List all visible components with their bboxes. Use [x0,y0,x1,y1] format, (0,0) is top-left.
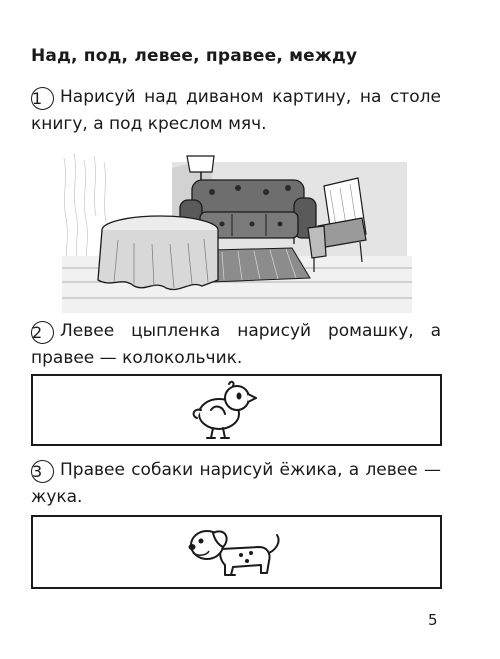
task-3-text-2: жука. [31,487,83,507]
drawing-frame-chick[interactable] [31,374,442,446]
task-1-text-2: книгу, а под креслом мяч. [31,114,267,134]
chick-eye [237,393,242,400]
task-2 [31,318,441,372]
task-3 [31,457,441,511]
drawing-frame-dog[interactable] [31,515,442,589]
task-2-line-1 [31,318,441,345]
task-number-2: 2 [31,321,54,344]
room-illustration [62,148,412,313]
task-3-text-1: Правее собаки нарисуй ёжика, а левее — [60,460,441,480]
chick-illustration [191,380,257,442]
page-title: Над, под, левее, правее, между [31,46,358,66]
dog-nose [189,544,196,550]
task-1 [31,84,441,138]
task-3-line-1 [31,457,441,484]
page-number: 5 [428,611,438,629]
task-1-text-1: Нарисуй над диваном картину, на столе [60,87,441,107]
task-2-text-2: правее — колокольчик. [31,348,243,368]
task-2-text-1: Левее цыпленка нарисуй ромашку, а [60,321,441,341]
rug [212,248,310,282]
task-number-1: 1 [31,87,54,110]
table [98,216,218,290]
task-number-3: 3 [31,460,54,483]
task-1-line-1 [31,84,441,111]
dog-eye [199,539,204,544]
dog-illustration [181,523,291,585]
